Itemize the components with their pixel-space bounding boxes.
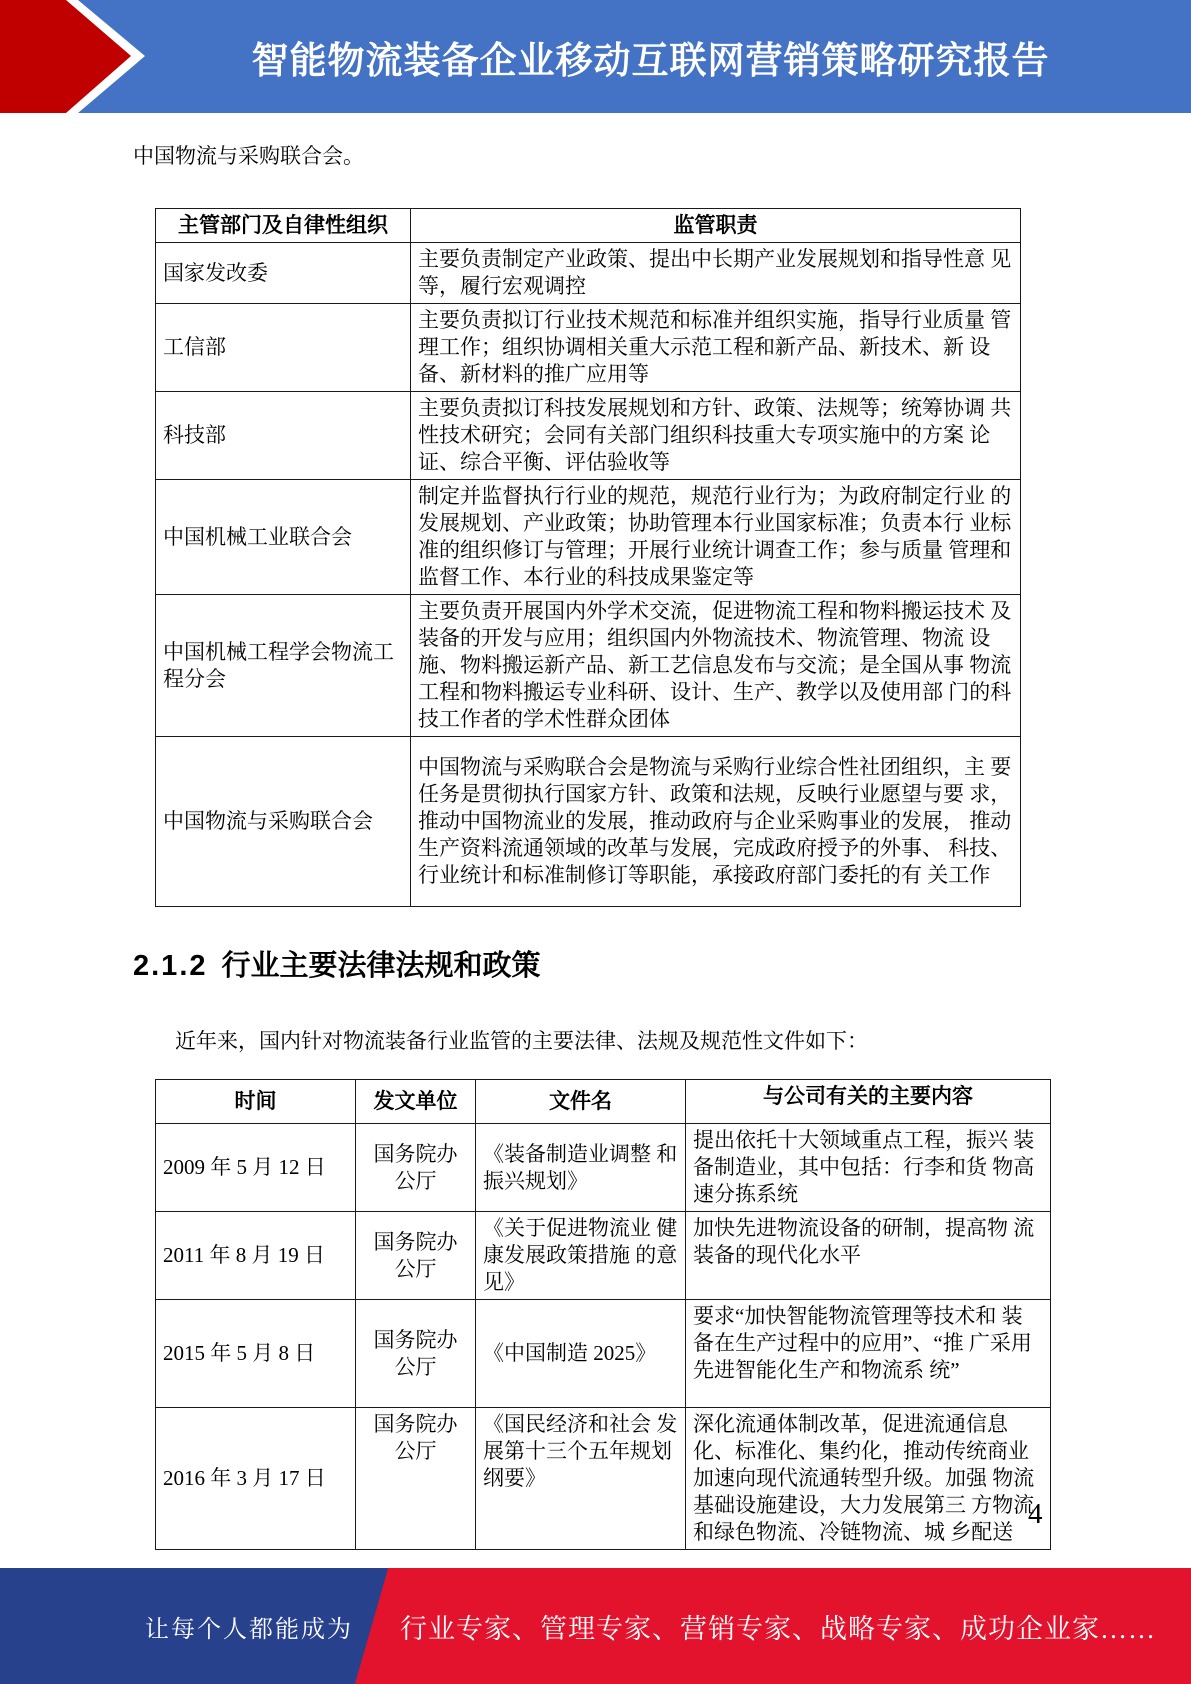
document-name-cell: 《中国制造 2025》 <box>476 1300 686 1408</box>
content-cell: 深化流通体制改革，促进流通信息 化、标准化、集约化，推动传统商业 加速向现代流通转型升级。加强 物流 基础设施建设，大力发展第三 方物流 和绿色物流、冷链物流、城 乡配送 <box>686 1408 1051 1550</box>
regulator-duty-cell: 主要负责拟订科技发展规划和方针、政策、法规等；统筹协调 共性技术研究；会同有关部门组织科技重大专项实施中的方案 论证、综合平衡、评估验收等 <box>411 392 1021 480</box>
body-paragraph: 近年来，国内针对物流装备行业监管的主要法律、法规及规范性文件如下： <box>175 1029 868 1053</box>
table-row <box>156 480 1021 595</box>
table-header-cell: 文件名 <box>476 1080 686 1124</box>
regulators-table <box>155 208 1021 907</box>
issuer-cell: 国务院办 公厅 <box>356 1300 476 1408</box>
table-header-row <box>156 209 1021 243</box>
regulator-name-cell: 中国机械工程学会物流工 程分会 <box>156 595 411 737</box>
regulator-duty-cell: 主要负责开展国内外学术交流，促进物流工程和物料搬运技术 及装备的开发与应用；组织国内外物流技术、物流管理、物流 设施、物料搬运新产品、新工艺信息发布与交流；是全国从事 物流工程和物料搬运专业科研、设计、生产、教学以及使用部 门的科技工作者的学术性群众团体 <box>411 595 1021 737</box>
date-cell: 2015 年 5 月 8 日 <box>156 1300 356 1408</box>
regulator-duty-cell: 中国物流与采购联合会是物流与采购行业综合性社团组织，主 要任务是贯彻执行国家方针、政策和法规，反映行业愿望与要 求，推动中国物流业的发展，推动政府与企业采购事业的发展， 推动生产资料流通领域的改革与发展，完成政府授予的外事、 科技、行业统计和标准制修订等职能，承接政府部门委托的有 关工作 <box>411 737 1021 907</box>
content-cell: 提出依托十大领域重点工程，振兴 装备制造业，其中包括：行李和货 物高速分拣系统 <box>686 1124 1051 1212</box>
report-title: 智能物流装备企业移动互联网营销策略研究报告 <box>251 39 1050 81</box>
header-banner <box>0 0 1191 113</box>
regulator-name-cell: 国家发改委 <box>156 243 411 304</box>
table-row <box>156 595 1021 737</box>
regulator-name-cell: 中国机械工业联合会 <box>156 480 411 595</box>
regulator-name-cell: 科技部 <box>156 392 411 480</box>
intro-text: 中国物流与采购联合会。 <box>133 144 364 168</box>
table-header-cell: 主管部门及自律性组织 <box>156 209 411 243</box>
regulator-duty-cell: 主要负责制定产业政策、提出中长期产业发展规划和指导性意 见等，履行宏观调控 <box>411 243 1021 304</box>
regulator-name-cell: 工信部 <box>156 304 411 392</box>
document-name-cell: 《关于促进物流业 健康发展政策措施 的意见》 <box>476 1212 686 1300</box>
table-header-cell: 时间 <box>156 1080 356 1124</box>
section-title: 行业主要法律法规和政策 <box>221 950 541 982</box>
content-cell: 加快先进物流设备的研制，提高物 流装备的现代化水平 <box>686 1212 1051 1300</box>
content-cell: 要求“加快智能物流管理等技术和 装备在生产过程中的应用”、“推 广采用先进智能化生产和物流系 统” <box>686 1300 1051 1408</box>
issuer-cell: 国务院办 公厅 <box>356 1124 476 1212</box>
table-header-cell: 发文单位 <box>356 1080 476 1124</box>
table-row <box>156 1212 1051 1300</box>
issuer-cell: 国务院办 公厅 <box>356 1408 476 1550</box>
table-row <box>156 1408 1051 1550</box>
footer-banner <box>0 1568 1191 1684</box>
date-cell: 2009 年 5 月 12 日 <box>156 1124 356 1212</box>
date-cell: 2011 年 8 月 19 日 <box>156 1212 356 1300</box>
red-arrow-icon <box>0 0 140 113</box>
regulator-duty-cell: 制定并监督执行行业的规范，规范行业行为；为政府制定行业 的发展规划、产业政策；协助管理本行业国家标准；负责本行 业标准的组织修订与管理；开展行业统计调查工作；参与质量 管理和监督工作、本行业的科技成果鉴定等 <box>411 480 1021 595</box>
document-name-cell: 《装备制造业调整 和振兴规划》 <box>476 1124 686 1212</box>
table-header-cell: 监管职责 <box>411 209 1021 243</box>
table-row <box>156 392 1021 480</box>
issuer-cell: 国务院办 公厅 <box>356 1212 476 1300</box>
section-heading <box>133 947 1191 985</box>
table-header-cell: 与公司有关的主要内容 <box>686 1080 1051 1124</box>
table-row <box>156 243 1021 304</box>
regulator-duty-cell: 主要负责拟订行业技术规范和标准并组织实施，指导行业质量 管理工作；组织协调相关重大示范工程和新产品、新技术、新 设备、新材料的推广应用等 <box>411 304 1021 392</box>
table-row <box>156 1124 1051 1212</box>
section-number: 2.1.2 <box>133 950 208 982</box>
footer-slogan-left: 让每个人都能成为 <box>145 1616 353 1643</box>
table-row <box>156 737 1021 907</box>
page-number: 4 <box>1028 1498 1043 1530</box>
regulator-name-cell: 中国物流与采购联合会 <box>156 737 411 907</box>
table-row <box>156 1300 1051 1408</box>
footer-slogan-right: 行业专家、管理专家、营销专家、战略专家、成功企业家…… <box>400 1613 1156 1644</box>
table-header-row <box>156 1080 1051 1124</box>
document-name-cell: 《国民经济和社会 发展第十三个五年规划纲要》 <box>476 1408 686 1550</box>
policies-table <box>155 1079 1051 1550</box>
date-cell: 2016 年 3 月 17 日 <box>156 1408 356 1550</box>
table-row <box>156 304 1021 392</box>
